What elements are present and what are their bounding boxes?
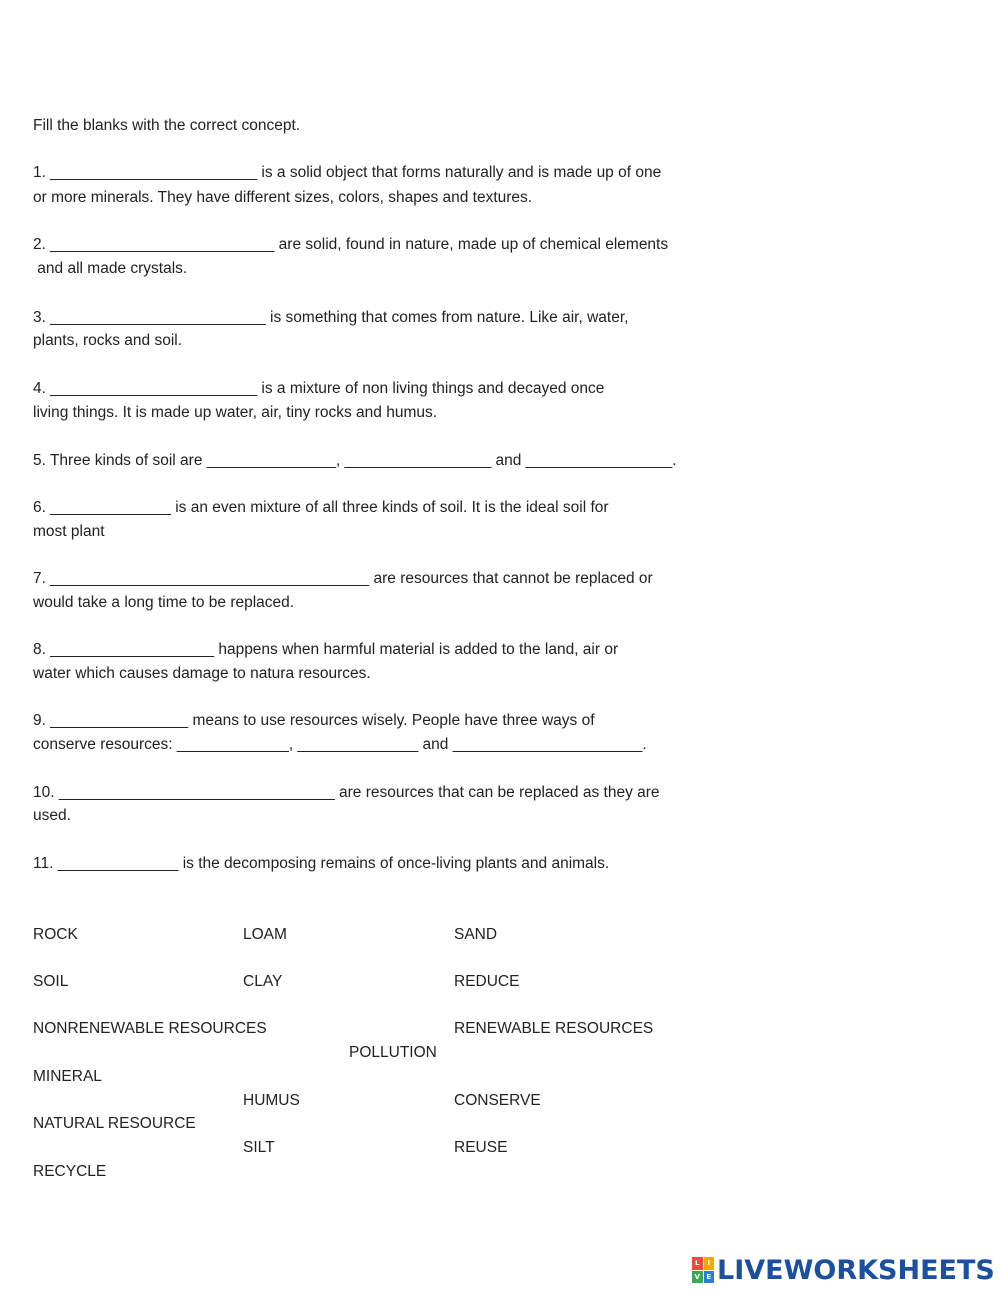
logo-text: LIVEWORKSHEETS (717, 1254, 995, 1286)
question-4-line-2: living things. It is made up water, air, tiny rocks and humus. (33, 404, 438, 421)
liveworksheets-logo (692, 1254, 995, 1286)
question-1-line-1: 1. ________________________ is a solid object that forms naturally and is made up of one (33, 164, 662, 181)
instruction-text: Fill the blanks with the correct concept. (33, 117, 301, 134)
question-3-line-2: plants, rocks and soil. (33, 332, 183, 349)
word-bank-item: LOAM (243, 926, 287, 943)
question-9-line-2: conserve resources: _____________, ______________ and ______________________. (33, 736, 647, 753)
question-10-line-1: 10. ________________________________ are resources that can be replaced as they are (33, 784, 660, 801)
question-7-line-2: would take a long time to be replaced. (33, 594, 295, 611)
question-6-line-2: most plant (33, 523, 105, 540)
word-bank-item: NONRENEWABLE RESOURCES (33, 1020, 267, 1037)
question-4-line-1: 4. ________________________ is a mixture of non living things and decayed once (33, 380, 605, 397)
word-bank-item: SILT (243, 1139, 275, 1156)
question-11-line-1: 11. ______________ is the decomposing remains of once-living plants and animals. (33, 855, 610, 872)
question-8-line-2: water which causes damage to natura resources. (33, 665, 371, 682)
question-2-line-1: 2. __________________________ are solid, found in nature, made up of chemical elements (33, 236, 669, 253)
word-bank-item: SAND (454, 926, 498, 943)
question-7-line-1: 7. _____________________________________ are resources that cannot be replaced or (33, 570, 653, 587)
word-bank-item: RENEWABLE RESOURCES (454, 1020, 654, 1037)
word-bank-item: POLLUTION (349, 1044, 437, 1061)
word-bank-item: NATURAL RESOURCE (33, 1115, 196, 1132)
word-bank-item: SOIL (33, 973, 69, 990)
question-6-line-1: 6. ______________ is an even mixture of all three kinds of soil. It is the ideal soil for (33, 499, 609, 516)
question-10-line-2: used. (33, 807, 71, 824)
question-3-line-1: 3. _________________________ is something that comes from nature. Like air, water, (33, 309, 629, 326)
question-5-line-1: 5. Three kinds of soil are _______________, _________________ and _________________. (33, 452, 677, 469)
word-bank-item: HUMUS (243, 1092, 300, 1109)
question-9-line-1: 9. ________________ means to use resources wisely. People have three ways of (33, 712, 595, 729)
word-bank-item: REUSE (454, 1139, 508, 1156)
logo-mark-icon: L I V E (692, 1257, 714, 1283)
word-bank-item: MINERAL (33, 1068, 102, 1085)
word-bank-item: RECYCLE (33, 1163, 107, 1180)
question-2-line-2: and all made crystals. (33, 260, 188, 277)
word-bank-item: REDUCE (454, 973, 520, 990)
question-1-line-2: or more minerals. They have different sizes, colors, shapes and textures. (33, 189, 533, 206)
word-bank-item: ROCK (33, 926, 78, 943)
word-bank-item: CLAY (243, 973, 283, 990)
question-8-line-1: 8. ___________________ happens when harmful material is added to the land, air or (33, 641, 619, 658)
word-bank-item: CONSERVE (454, 1092, 541, 1109)
